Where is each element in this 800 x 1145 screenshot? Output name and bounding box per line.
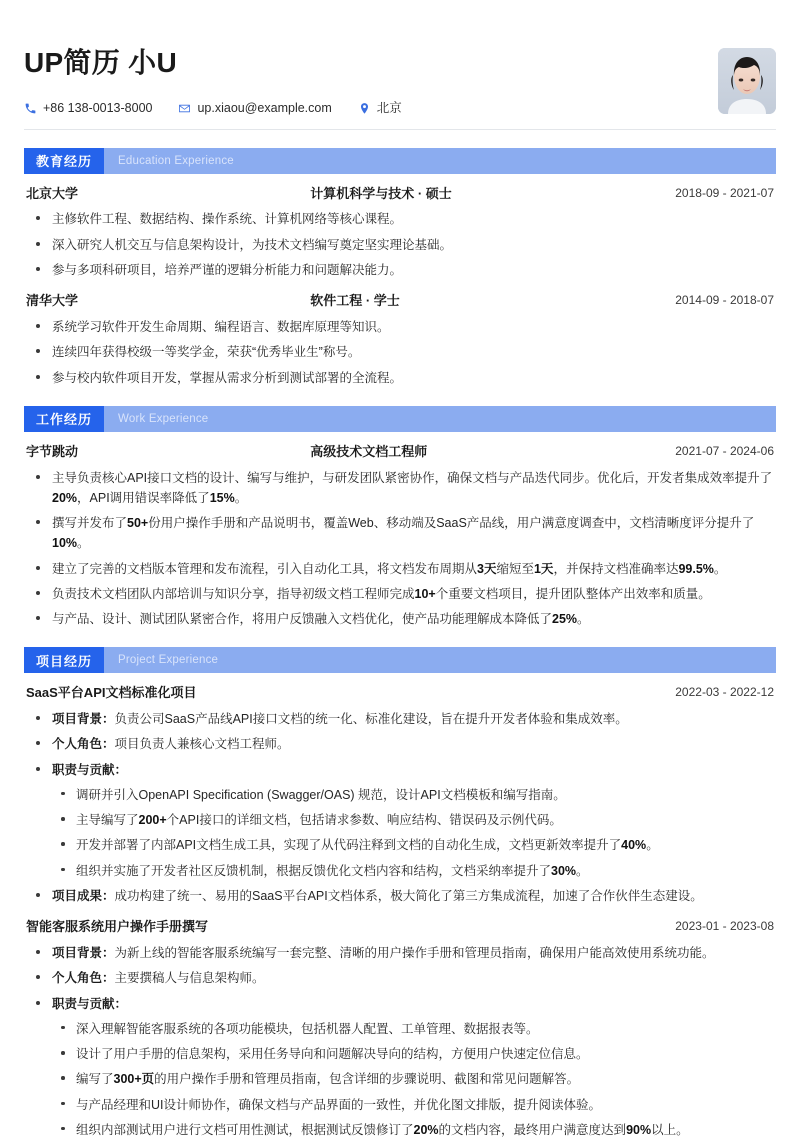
bullet-item: 建立了完善的文档版本管理和发布流程，引入自动化工具，将文档发布周期从3天缩短至1天，并保持文档准确率达99.5%。 bbox=[26, 559, 774, 579]
section-subtitle: Work Experience bbox=[118, 412, 209, 425]
section-badge: 项目经历 bbox=[24, 647, 104, 673]
contact-phone[interactable] bbox=[24, 102, 152, 115]
entry-daterange: 2018-09 - 2021-07 bbox=[675, 185, 774, 200]
sections-root bbox=[24, 148, 776, 1140]
bullet-item: 项目成果：成功构建了统一、易用的SaaS平台API文档体系，极大简化了第三方集成流程，加速了合作伙伴生态建设。 bbox=[26, 886, 774, 906]
contact-location[interactable] bbox=[358, 102, 402, 115]
bullet-item: 参与校内软件项目开发，掌握从需求分析到测试部署的全流程。 bbox=[26, 368, 774, 388]
contact-list bbox=[24, 102, 718, 115]
entry-role: 高级技术文档工程师 bbox=[310, 443, 428, 459]
entry-organization: 北京大学 bbox=[26, 185, 79, 201]
bullet-item: 连续四年获得校级一等奖学金，荣获“优秀毕业生”称号。 bbox=[26, 342, 774, 362]
section-subtitle: Project Experience bbox=[118, 654, 219, 667]
entry-header bbox=[26, 185, 774, 204]
entry bbox=[26, 185, 774, 281]
section-body bbox=[24, 185, 776, 388]
entry-header bbox=[26, 918, 774, 937]
project-title: SaaS平台API文档标准化项目 bbox=[26, 685, 197, 701]
entry-header bbox=[26, 292, 774, 311]
bullet-item: 撰写并发布了50+份用户操作手册和产品说明书，覆盖Web、移动端及SaaS产品线，用户满意度调查中，文档清晰度评分提升了10%。 bbox=[26, 513, 774, 554]
contact-phone-text: +86 138-0013-8000 bbox=[43, 100, 153, 115]
bullet-item: 与产品、设计、测试团队紧密合作，将用户反馈融入文档优化，使产品功能理解成本降低了25%。 bbox=[26, 609, 774, 629]
section-bar bbox=[24, 148, 776, 174]
avatar bbox=[718, 48, 776, 114]
phone-icon bbox=[24, 102, 37, 115]
resume-header bbox=[24, 30, 776, 115]
entry-daterange: 2021-07 - 2024-06 bbox=[675, 443, 774, 458]
bullet-group-label: 职责与贡献： bbox=[52, 996, 128, 1011]
bullet-item: 项目背景：负责公司SaaS产品线API接口文档的统一化、标准化建设，旨在提升开发者体验和集成效率。 bbox=[26, 709, 774, 729]
section bbox=[24, 647, 776, 1140]
header-left bbox=[24, 46, 718, 115]
entry-daterange: 2014-09 - 2018-07 bbox=[675, 293, 774, 308]
entry-daterange: 2023-01 - 2023-08 bbox=[675, 919, 774, 934]
bullet-list bbox=[26, 209, 774, 280]
section bbox=[24, 148, 776, 388]
entry bbox=[26, 443, 774, 630]
bullet-item: 主导负责核心API接口文档的设计、编写与维护，与研发团队紧密协作，确保文档与产品迭代同步。优化后，开发者集成效率提升了20%，API调用错误率降低了15%。 bbox=[26, 468, 774, 509]
bullet-item: 主修软件工程、数据结构、操作系统、计算机网络等核心课程。 bbox=[26, 209, 774, 229]
entry bbox=[26, 918, 774, 1140]
contact-location-text: 北京 bbox=[376, 100, 402, 115]
sub-bullet-item: 调研并引入OpenAPI Specification (Swagger/OAS) 规范，设计API文档模板和编写指南。 bbox=[52, 785, 774, 805]
entry-daterange: 2022-03 - 2022-12 bbox=[675, 685, 774, 700]
entry bbox=[26, 292, 774, 388]
bullet-item: 负责技术文档团队内部培训与知识分享，指导初级文档工程师完成10+个重要文档项目，提升团队整体产出效率和质量。 bbox=[26, 584, 774, 604]
project-title: 智能客服系统用户操作手册撰写 bbox=[26, 919, 209, 935]
sub-bullet-item: 与产品经理和UI设计师协作，确保文档与产品界面的一致性，并优化图文排版，提升阅读体验。 bbox=[52, 1095, 774, 1115]
entry-role: 计算机科学与技术 · 硕士 bbox=[310, 185, 452, 201]
section-badge: 教育经历 bbox=[24, 148, 104, 174]
section-bar bbox=[24, 647, 776, 673]
bullet-item: 系统学习软件开发生命周期、编程语言、数据库原理等知识。 bbox=[26, 317, 774, 337]
sub-bullet-item: 设计了用户手册的信息架构，采用任务导向和问题解决导向的结构，方便用户快速定位信息。 bbox=[52, 1044, 774, 1064]
entry-header bbox=[26, 443, 774, 462]
bullet-list bbox=[26, 317, 774, 388]
location-icon bbox=[358, 102, 371, 115]
sub-bullet-item: 深入理解智能客服系统的各项功能模块，包括机器人配置、工单管理、数据报表等。 bbox=[52, 1019, 774, 1039]
section-badge: 工作经历 bbox=[24, 406, 104, 432]
sub-bullet-item: 开发并部署了内部API文档生成工具，实现了从代码注释到文档的自动化生成，文档更新效率提升了40%。 bbox=[52, 835, 774, 855]
bullet-item: 个人角色：主要撰稿人与信息架构师。 bbox=[26, 968, 774, 988]
section-bar bbox=[24, 406, 776, 432]
section-subtitle: Education Experience bbox=[118, 154, 234, 167]
header-divider bbox=[24, 129, 776, 130]
sub-bullet-item: 组织内部测试用户进行文档可用性测试，根据测试反馈修订了20%的文档内容，最终用户满意度达到90%以上。 bbox=[52, 1120, 774, 1140]
sub-bullet-item: 编写了300+页的用户操作手册和管理员指南，包含详细的步骤说明、截图和常见问题解答。 bbox=[52, 1069, 774, 1089]
section-body bbox=[24, 443, 776, 630]
bullet-group-label: 职责与贡献： bbox=[52, 762, 128, 777]
bullet-item: 个人角色：项目负责人兼核心文档工程师。 bbox=[26, 734, 774, 754]
entry-header bbox=[26, 684, 774, 703]
sub-bullet-item: 主导编写了200+个API接口的详细文档，包括请求参数、响应结构、错误码及示例代码。 bbox=[52, 810, 774, 830]
bullet-item: 项目背景：为新上线的智能客服系统编写一套完整、清晰的用户操作手册和管理员指南，确保用户能高效使用系统功能。 bbox=[26, 943, 774, 963]
bullet-group bbox=[26, 760, 774, 881]
email-icon bbox=[178, 102, 191, 115]
bullet-list bbox=[26, 709, 774, 906]
entry-role: 软件工程 · 学士 bbox=[310, 293, 400, 309]
entry-organization: 清华大学 bbox=[26, 293, 79, 309]
contact-email-text: up.xiaou@example.com bbox=[197, 100, 332, 115]
section bbox=[24, 406, 776, 630]
bullet-group bbox=[26, 994, 774, 1141]
sub-bullet-item: 组织并实施了开发者社区反馈机制，根据反馈优化文档内容和结构，文档采纳率提升了30%。 bbox=[52, 861, 774, 881]
bullet-list bbox=[26, 468, 774, 630]
sub-bullet-list bbox=[52, 785, 774, 881]
entry bbox=[26, 684, 774, 906]
bullet-item: 深入研究人机交互与信息架构设计，为技术文档编写奠定坚实理论基础。 bbox=[26, 235, 774, 255]
contact-email[interactable] bbox=[178, 102, 331, 115]
section-body bbox=[24, 684, 776, 1140]
bullet-list bbox=[26, 943, 774, 1140]
sub-bullet-list bbox=[52, 1019, 774, 1140]
bullet-item: 参与多项科研项目，培养严谨的逻辑分析能力和问题解决能力。 bbox=[26, 260, 774, 280]
page-title: UP简历 小U bbox=[24, 47, 177, 78]
entry-organization: 字节跳动 bbox=[26, 443, 79, 459]
